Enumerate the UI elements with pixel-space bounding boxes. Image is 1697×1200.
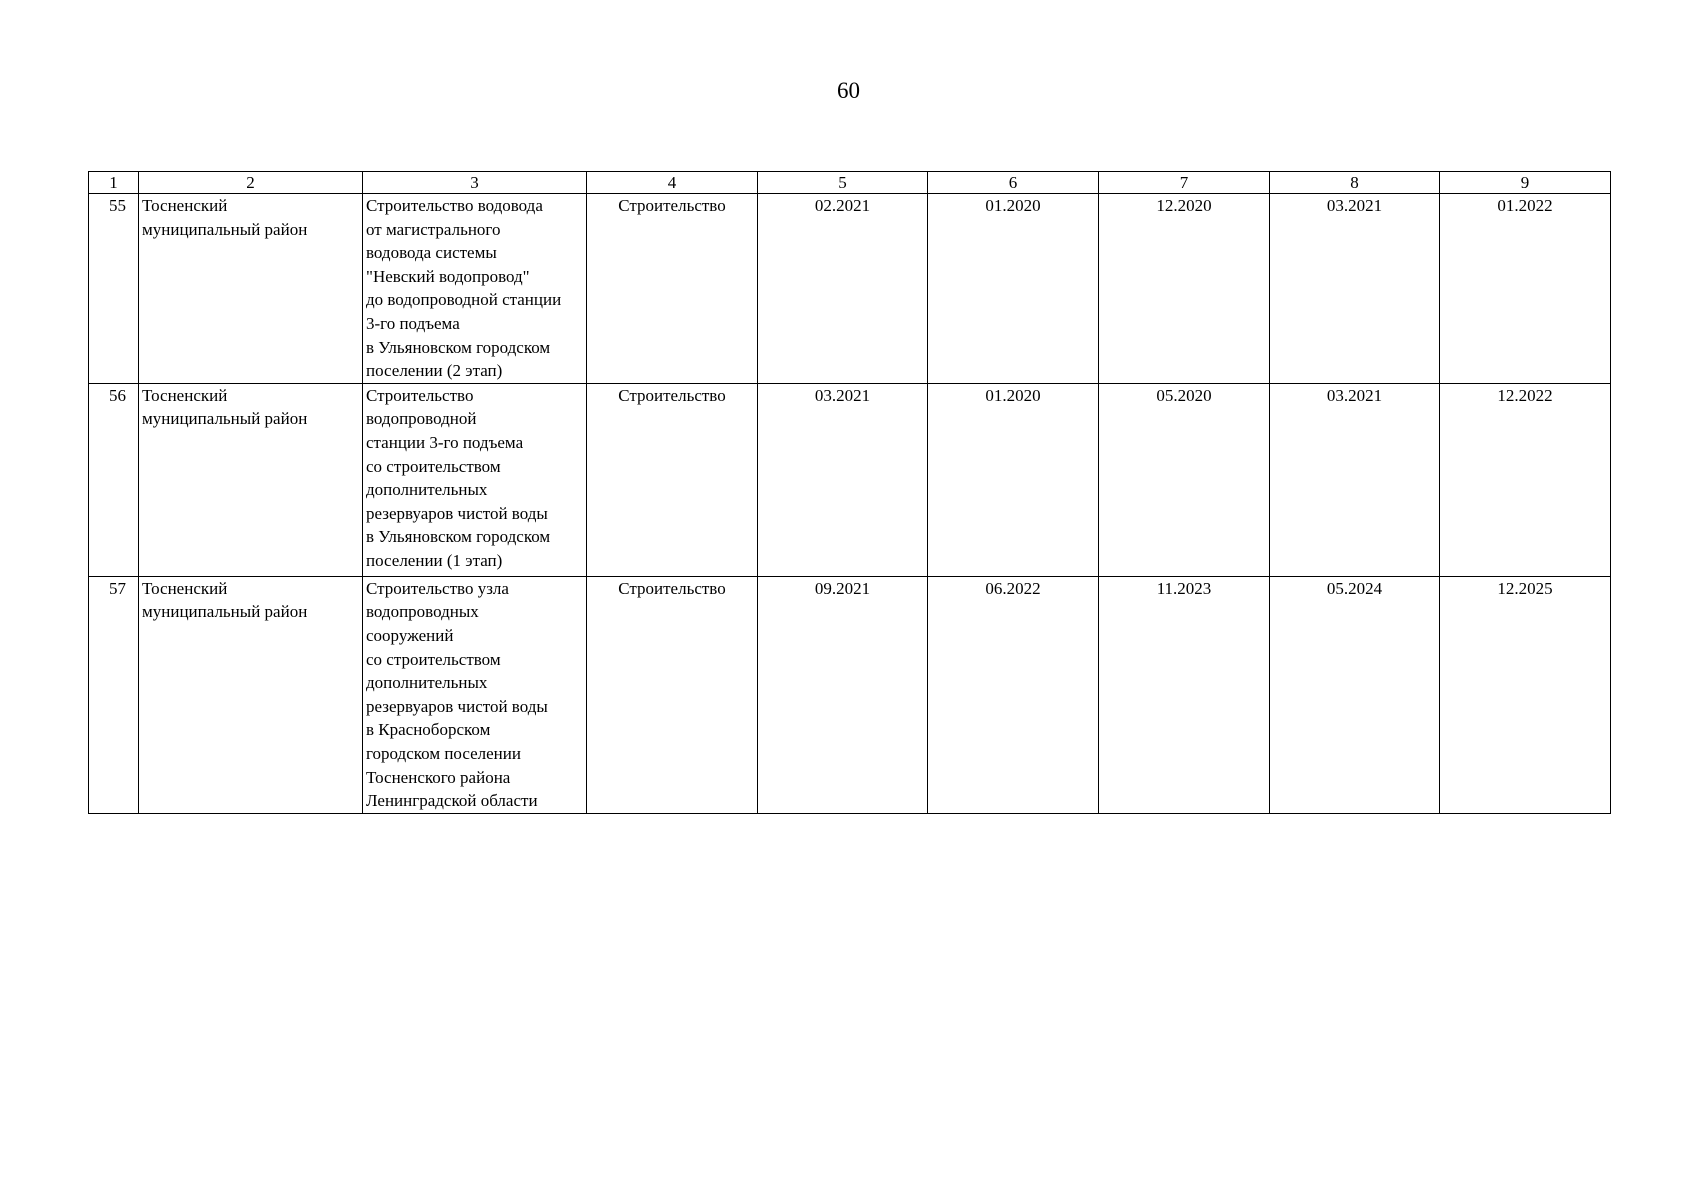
table-row xyxy=(89,194,1611,384)
district-line: Тосненский xyxy=(142,578,228,598)
table-header-row xyxy=(89,172,1611,194)
date-cell: 05.2020 xyxy=(1099,383,1270,576)
district-line: Тосненский xyxy=(142,385,228,405)
object-line: станции 3-го подъема xyxy=(366,432,524,452)
date-cell: 01.2022 xyxy=(1440,194,1611,384)
object-line: дополнительных xyxy=(366,480,488,500)
date-cell: 11.2023 xyxy=(1099,576,1270,813)
object-cell xyxy=(363,383,587,576)
object-line: водопроводной xyxy=(366,409,477,429)
object-line: "Невский водопровод" xyxy=(366,266,530,286)
row-number: 57 xyxy=(89,576,139,813)
type-cell: Строительство xyxy=(587,383,758,576)
object-line: в Красноборском xyxy=(366,720,491,740)
object-line: сооружений xyxy=(366,625,454,645)
column-header: 8 xyxy=(1270,172,1440,194)
object-line: резервуаров чистой воды xyxy=(366,696,548,716)
date-cell: 06.2022 xyxy=(928,576,1099,813)
date-cell: 03.2021 xyxy=(1270,194,1440,384)
date-cell: 12.2022 xyxy=(1440,383,1611,576)
object-line: водовода системы xyxy=(366,243,497,263)
object-line: Строительство xyxy=(366,385,474,405)
object-line: Строительство водовода xyxy=(366,196,543,215)
date-cell: 03.2021 xyxy=(758,383,928,576)
object-line: от магистрального xyxy=(366,219,501,239)
date-cell: 09.2021 xyxy=(758,576,928,813)
object-line: до водопроводной станции xyxy=(366,290,562,310)
date-cell: 02.2021 xyxy=(758,194,928,384)
column-header: 7 xyxy=(1099,172,1270,194)
district-line: муниципальный район xyxy=(142,409,308,429)
object-cell xyxy=(363,576,587,813)
object-line: дополнительных xyxy=(366,673,488,693)
table-row xyxy=(89,383,1611,576)
column-header: 2 xyxy=(139,172,363,194)
date-cell: 01.2020 xyxy=(928,194,1099,384)
object-line: поселении (2 этап) xyxy=(366,361,503,381)
date-cell: 05.2024 xyxy=(1270,576,1440,813)
column-header: 6 xyxy=(928,172,1099,194)
district-line: муниципальный район xyxy=(142,219,308,239)
district-line: Тосненский xyxy=(142,196,228,215)
column-header: 4 xyxy=(587,172,758,194)
date-cell: 12.2020 xyxy=(1099,194,1270,384)
date-cell: 12.2025 xyxy=(1440,576,1611,813)
object-line: со строительством xyxy=(366,649,501,669)
district-line: муниципальный район xyxy=(142,602,308,622)
column-header: 5 xyxy=(758,172,928,194)
district-cell xyxy=(139,194,363,384)
district-cell xyxy=(139,576,363,813)
column-header: 3 xyxy=(363,172,587,194)
object-line: в Ульяновском городском xyxy=(366,527,551,547)
object-line: со строительством xyxy=(366,456,501,476)
object-line: 3-го подъема xyxy=(366,313,460,333)
date-cell: 01.2020 xyxy=(928,383,1099,576)
object-line: городском поселении xyxy=(366,743,521,763)
type-cell: Строительство xyxy=(587,576,758,813)
object-line: в Ульяновском городском xyxy=(366,337,551,357)
object-line: Строительство узла xyxy=(366,578,509,598)
column-header: 9 xyxy=(1440,172,1611,194)
object-line: Ленинградской области xyxy=(366,791,538,811)
row-number: 56 xyxy=(89,383,139,576)
object-line: водопроводных xyxy=(366,602,479,622)
column-header: 1 xyxy=(89,172,139,194)
object-cell xyxy=(363,194,587,384)
type-cell: Строительство xyxy=(587,194,758,384)
page-number: 60 xyxy=(837,78,860,103)
object-line: резервуаров чистой воды xyxy=(366,503,548,523)
object-line: Тосненского района xyxy=(366,767,511,787)
table-row xyxy=(89,576,1611,813)
district-cell xyxy=(139,383,363,576)
data-table xyxy=(88,171,1611,814)
row-number: 55 xyxy=(89,194,139,384)
date-cell: 03.2021 xyxy=(1270,383,1440,576)
object-line: поселении (1 этап) xyxy=(366,550,503,570)
